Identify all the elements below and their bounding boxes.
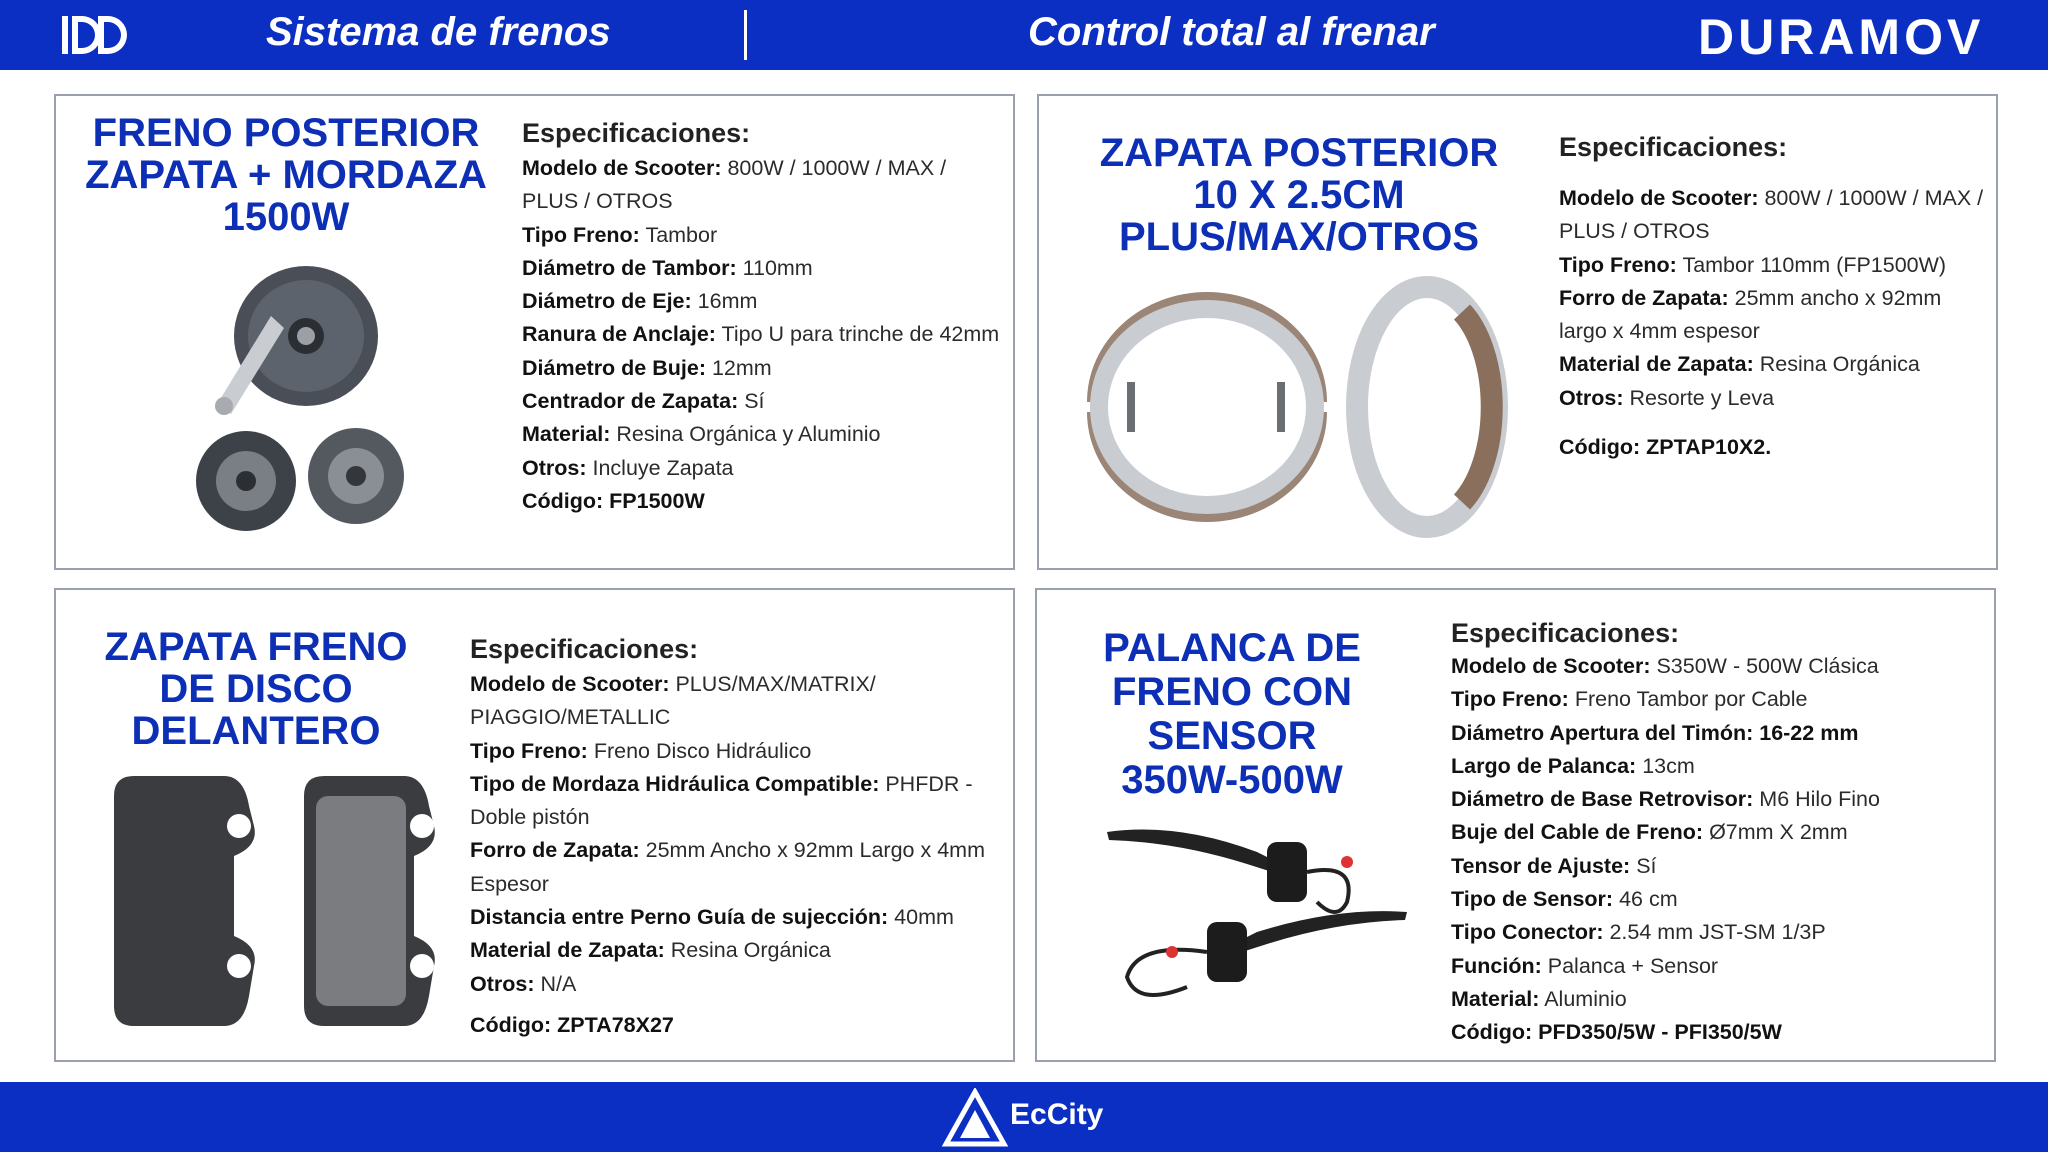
specs-list [1559, 130, 1989, 464]
spec-row: Tipo de Sensor: 46 cm [1451, 887, 1678, 912]
spec-row: Distancia entre Perno Guía de sujección: 40mm [470, 905, 954, 930]
spec-row: Tipo Freno: Freno Disco Hidráulico [470, 738, 812, 763]
specs-heading: Especificaciones: [470, 634, 699, 664]
product-title [66, 112, 506, 238]
spec-row: Otros: N/A [470, 971, 577, 996]
product-code: Código: ZPTAP10X2. [1559, 435, 1772, 460]
spec-row: Material de Zapata: Resina Orgánica [1559, 352, 1920, 377]
title-line: FRENO CON [1112, 670, 1352, 714]
specs-heading: Especificaciones: [522, 118, 751, 148]
brake-lever-image [1097, 812, 1417, 1012]
header-left-title: Sistema de frenos [266, 10, 611, 54]
title-line: SENSOR [1147, 714, 1317, 758]
spec-row: Función: Palanca + Sensor [1451, 953, 1719, 978]
specs-list [1451, 618, 1986, 1050]
title-line: ZAPATA + MORDAZA [85, 153, 487, 197]
spec-row: Material: Resina Orgánica y Aluminio [522, 422, 881, 447]
spec-row: Material: Aluminio [1451, 986, 1627, 1011]
spec-row: Modelo de Scooter: 800W / 1000W / MAX / PLUS / OTROS [1559, 186, 1984, 244]
specs-heading: Especificaciones: [1451, 618, 1680, 648]
specs-list [470, 632, 1005, 1042]
spec-row: Centrador de Zapata: Sí [522, 389, 765, 414]
title-line: DE DISCO [159, 667, 353, 711]
spec-row: Tipo Conector: 2.54 mm JST-SM 1/3P [1451, 920, 1826, 945]
product-code: Código: ZPTA78X27 [470, 1012, 674, 1037]
eccity-logo-icon [940, 1088, 1010, 1148]
product-title [66, 626, 446, 752]
title-line: DELANTERO [131, 709, 381, 753]
header-divider [744, 10, 747, 60]
header-brand: DURAMOV [1698, 9, 1985, 65]
footer-bar [0, 1082, 2048, 1152]
specs-list [522, 116, 1002, 518]
header-right-title: Control total al frenar [1028, 10, 1435, 54]
product-title [1064, 132, 1534, 258]
title-line: ZAPATA POSTERIOR [1099, 131, 1499, 175]
title-line: 10 X 2.5CM [1193, 173, 1405, 217]
spec-row: Diámetro de Eje: 16mm [522, 289, 758, 314]
spec-row: Otros: Resorte y Leva [1559, 385, 1775, 410]
spec-row: Diámetro de Buje: 12mm [522, 355, 772, 380]
spec-row: Modelo de Scooter: S350W - 500W Clásica [1451, 654, 1879, 678]
title-line: PLUS/MAX/OTROS [1118, 215, 1480, 259]
spec-row: Ranura de Anclaje: Tipo U para trinche de 42mm [522, 322, 1000, 347]
spec-row: Diámetro Apertura del Timón: 16-22 mm [1451, 720, 1859, 745]
title-line: ZAPATA FRENO [104, 625, 408, 669]
spec-row: Material de Zapata: Resina Orgánica [470, 938, 831, 963]
disc-pad-image [104, 766, 444, 1036]
spec-row: Otros: Incluye Zapata [522, 455, 734, 480]
product-code: Código: PFD350/5W - PFI350/5W [1451, 1020, 1782, 1045]
specs-heading: Especificaciones: [1559, 132, 1788, 162]
spec-row: Forro de Zapata: 25mm Ancho x 92mm Largo x 4mm Espesor [470, 838, 985, 896]
title-line: 1500W [222, 195, 350, 239]
spec-row: Tipo de Mordaza Hidráulica Compatible: PHFDR - Doble pistón [470, 771, 973, 830]
spec-row: Buje del Cable de Freno: Ø7mm X 2mm [1451, 820, 1848, 845]
spec-row: Tipo Freno: Tambor 110mm (FP1500W) [1559, 252, 1947, 277]
spec-row: Tipo Freno: Freno Tambor por Cable [1451, 687, 1808, 712]
product-code: Código: FP1500W [522, 488, 705, 513]
spec-row: Largo de Palanca: 13cm [1451, 753, 1695, 778]
spec-row: Diámetro de Tambor: 110mm [522, 255, 813, 280]
product-card-rear-shoe [1037, 94, 1998, 570]
drum-brake-image [176, 256, 436, 556]
spec-row: Modelo de Scooter: PLUS/MAX/MATRIX/ PIAGGIO/METALLIC [470, 672, 876, 730]
footer-brand: EcCity [1010, 1098, 1104, 1131]
title-line: FRENO POSTERIOR [92, 111, 480, 155]
header-bar [0, 0, 2048, 70]
spec-row: Tipo Freno: Tambor [522, 222, 718, 247]
product-card-brake-lever [1035, 588, 1996, 1062]
ddd-logo-icon [60, 12, 134, 58]
spec-row: Forro de Zapata: 25mm ancho x 92mm largo x 4mm espesor [1559, 285, 1942, 344]
product-card-disc-pad [54, 588, 1015, 1062]
product-card-rear-brake [54, 94, 1015, 570]
title-line: 350W-500W [1121, 758, 1343, 802]
spec-row: Modelo de Scooter: 800W / 1000W / MAX / PLUS / OTROS [522, 156, 947, 214]
product-title [1057, 626, 1407, 802]
title-line: PALANCA DE [1103, 626, 1361, 670]
spec-row: Diámetro de Base Retrovisor: M6 Hilo Fino [1451, 787, 1880, 812]
brake-shoe-image [1067, 272, 1527, 542]
spec-row: Tensor de Ajuste: Sí [1451, 853, 1657, 878]
